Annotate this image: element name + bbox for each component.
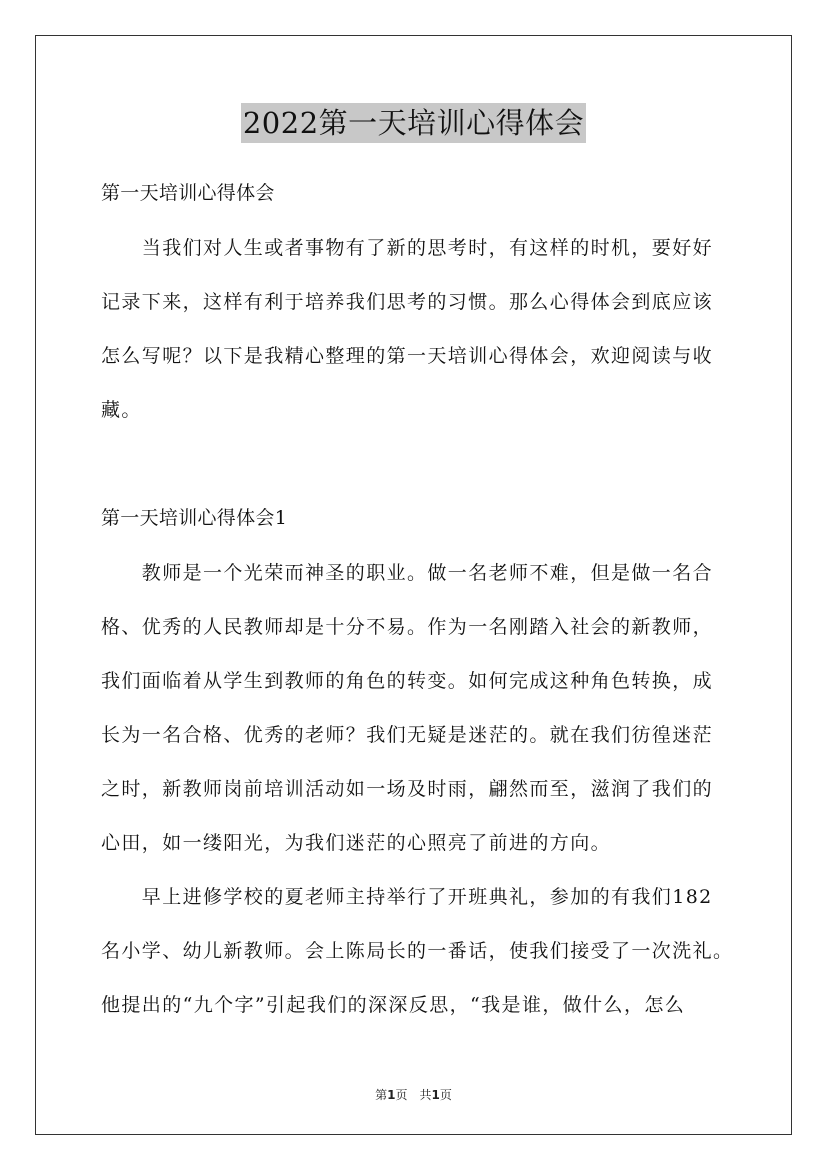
page-footer — [0, 1086, 827, 1103]
footer-page-prefix: 第 — [375, 1088, 388, 1102]
intro-heading: 第一天培训心得体会 — [101, 182, 275, 204]
intro-line-2: 记录下来，这样有利于培养我们思考的习惯。那么心得体会到底应该 — [101, 291, 714, 313]
footer-page-suffix: 页 — [439, 1088, 452, 1102]
section1-para1-line-5: 之时，新教师岗前培训活动如一场及时雨，翩然而至，滋润了我们的 — [101, 778, 714, 800]
section1-para1-line-4: 长为一名合格、优秀的老师？我们无疑是迷茫的。就在我们彷徨迷茫 — [101, 724, 714, 746]
section1-para1-line-6: 心田，如一缕阳光，为我们迷茫的心照亮了前进的方向。 — [101, 832, 612, 854]
section1-heading: 第一天培训心得体会1 — [101, 507, 288, 529]
section1-para1-line-2: 格、优秀的人民教师却是十分不易。作为一名刚踏入社会的新教师， — [101, 616, 714, 638]
intro-line-4: 藏。 — [101, 399, 142, 421]
footer-page-number: 1 — [387, 1088, 396, 1102]
intro-line-3: 怎么写呢？以下是我精心整理的第一天培训心得体会，欢迎阅读与收 — [101, 345, 714, 367]
intro-line-1: 当我们对人生或者事物有了新的思考时，有这样的时机，要好好 — [101, 237, 714, 259]
footer-page-mid: 页 共 — [395, 1088, 432, 1102]
section1-para1-line-1: 教师是一个光荣而神圣的职业。做一名老师不难，但是做一名合 — [101, 562, 714, 584]
document-title: 2022第一天培训心得体会 — [241, 103, 586, 143]
section1-para1-line-3: 我们面临着从学生到教师的角色的转变。如何完成这种角色转换，成 — [101, 670, 714, 692]
section1-para2-line-2: 名小学、幼儿新教师。会上陈局长的一番话，使我们接受了一次洗礼。 — [101, 940, 734, 962]
section1-para2-line-1: 早上进修学校的夏老师主持举行了开班典礼，参加的有我们182 — [101, 886, 713, 908]
title-container — [0, 103, 827, 143]
section1-para2-line-3: 他提出的“九个字”引起我们的深深反思，“我是谁，做什么，怎么 — [101, 994, 686, 1016]
footer-page-total: 1 — [431, 1088, 440, 1102]
